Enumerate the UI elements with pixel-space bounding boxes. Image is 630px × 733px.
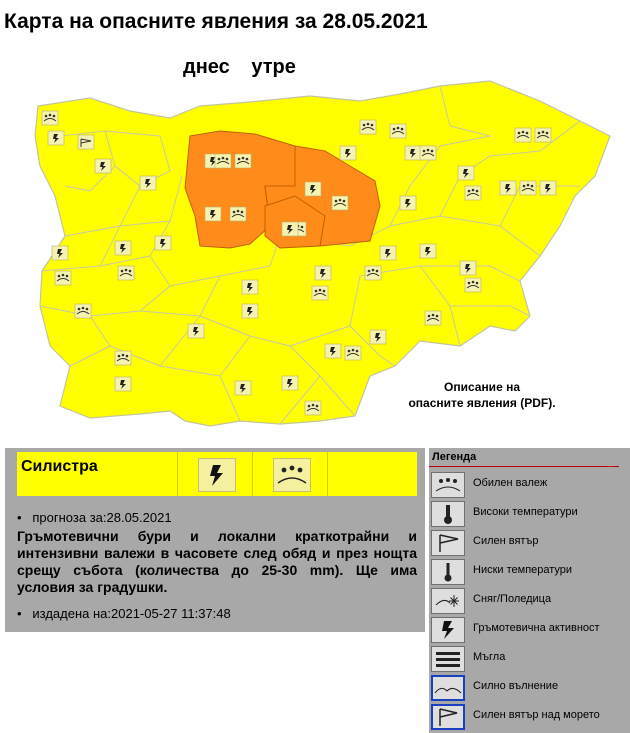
warning-description: Гръмотевични бури и локални краткотрайни и интензивни валежи в часовете след обяд и през нощта срещу събота (количества до 25-30 mm). Ще има условия за градушки. <box>17 528 417 595</box>
legend-item-strong-wind <box>431 530 626 556</box>
high-waves-icon <box>431 675 465 701</box>
fog-icon <box>431 646 465 672</box>
legend-label: Високи температури <box>473 506 578 518</box>
issued-date: • издадена на:2021-05-27 11:37:48 <box>17 606 231 621</box>
thunderstorm-icon <box>198 458 236 492</box>
legend-title: Легенда <box>432 451 477 463</box>
warning-cell-thunder <box>177 452 252 496</box>
pdf-link-line1[interactable]: Описание на <box>443 380 520 394</box>
legend-label: Силен вятър над морето <box>473 709 600 721</box>
legend-item-heavy-rain <box>431 472 626 498</box>
thunderstorm-icon <box>431 617 465 643</box>
region-name: Силистра <box>21 458 98 475</box>
snow-ice-icon <box>431 588 465 614</box>
legend-item-fog <box>431 646 626 672</box>
forecast-date-text: прогноза за:28.05.2021 <box>32 510 172 525</box>
strong-wind-icon <box>431 530 465 556</box>
warning-cell-empty <box>327 452 417 496</box>
legend-item-high-waves <box>431 675 626 701</box>
legend-label: Гръмотевична активност <box>473 622 600 634</box>
forecast-date: • прогноза за:28.05.2021 <box>17 510 172 525</box>
issued-date-text: издадена на:2021-05-27 11:37:48 <box>32 606 231 621</box>
legend-item-low-temperature <box>431 559 626 585</box>
legend-item-high-temperature <box>431 501 626 527</box>
legend-item-thunderstorm <box>431 617 626 643</box>
pdf-link-line2[interactable]: опасните явления (PDF). <box>408 396 556 410</box>
legend-label: Силно вълнение <box>473 680 559 692</box>
tab-tomorrow[interactable]: утре <box>251 56 296 78</box>
legend-label: Обилен валеж <box>473 477 548 489</box>
heavy-rain-icon <box>431 472 465 498</box>
heavy-rain-icon <box>273 458 311 492</box>
legend-label: Силен вятър <box>473 535 539 547</box>
legend-item-snow-ice <box>431 588 626 614</box>
legend-label: Сняг/Поледица <box>473 593 552 605</box>
legend-divider <box>429 466 619 467</box>
legend-panel <box>429 448 630 733</box>
sea-wind-icon <box>431 704 465 730</box>
page-title: Карта на опасните явления за 28.05.2021 <box>4 10 428 33</box>
region-detail-panel <box>5 448 425 632</box>
low-temperature-icon <box>431 559 465 585</box>
tab-today[interactable]: днес <box>183 56 230 78</box>
pdf-description-link[interactable] <box>392 379 572 411</box>
legend-label: Ниски температури <box>473 564 573 576</box>
high-temperature-icon <box>431 501 465 527</box>
region-header <box>17 452 417 496</box>
legend-label: Мъгла <box>473 651 506 663</box>
warning-cell-rain <box>252 452 327 496</box>
legend-item-sea-wind <box>431 704 626 730</box>
